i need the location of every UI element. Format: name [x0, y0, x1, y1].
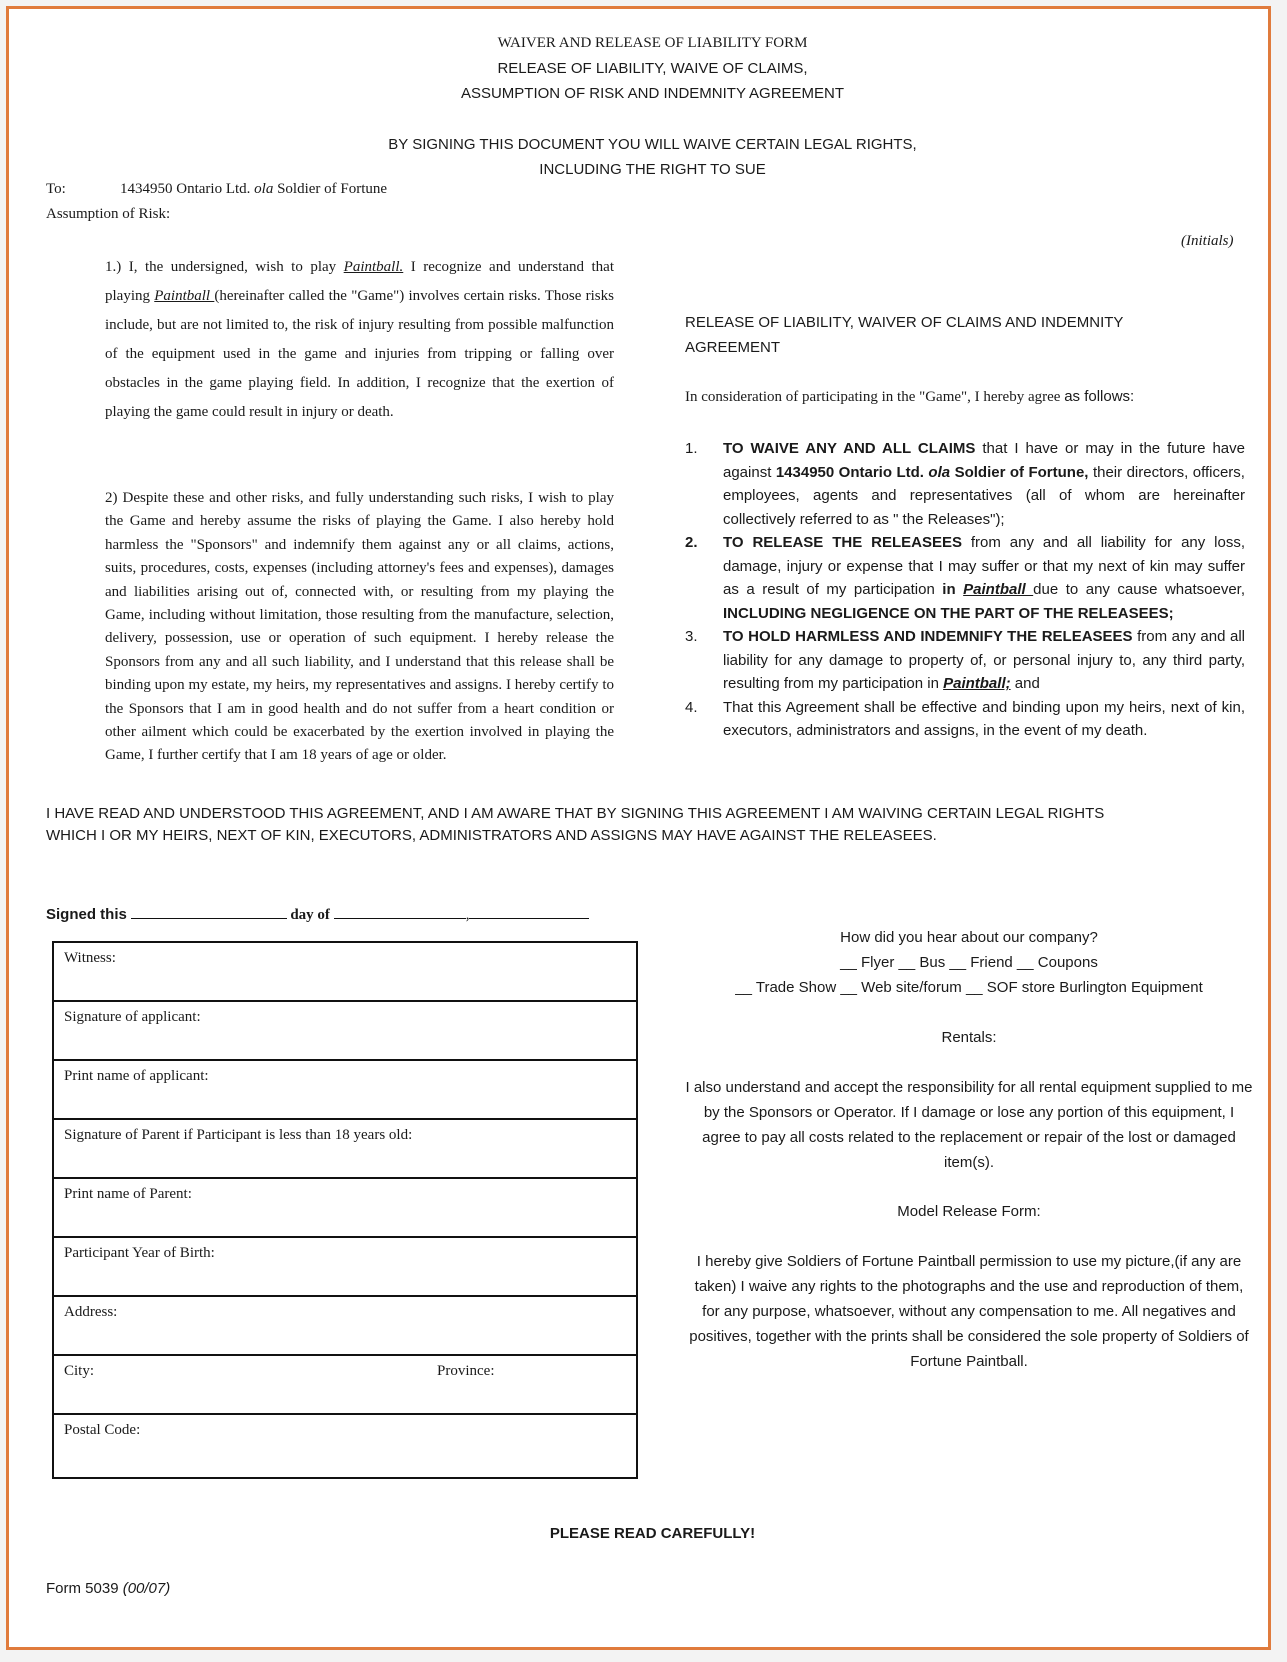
- acknowledgement: [46, 803, 1266, 847]
- model-release-title: [685, 1199, 1253, 1224]
- signature-parent-field[interactable]: [54, 1120, 636, 1179]
- consideration-text-b: as follows:: [1064, 388, 1135, 405]
- release-item-2-bold-2: in: [942, 581, 964, 598]
- release-item-2-paintball: Paintball: [963, 581, 1034, 598]
- release-item-3-text-1: from any and all liability for any damage to property of, or personal injury to, any third party, resulting from my participation in: [723, 628, 1245, 692]
- form-subtitle-2: ASSUMPTION OF RISK AND INDEMNITY AGREEMENT: [460, 85, 845, 102]
- signature-parent-label: Signature of Parent if Participant is less than 18 years old:: [64, 1127, 413, 1143]
- risk-paragraph-2: 2) Despite these and other risks, and fully understanding such risks, I wish to play the Game and hereby assume the risks of playing the Game. I also hereby hold harmless the "Sponsors" and indemnify them against any or all claims, actions, suits, procedures, costs, expenses (including attorney's fees and expenses), damages and liabilities arising out of, connected with, or resulting from my playing the Game, including without limitation, those resulting from the manufacture, selection, delivery, possession, use or operation of such equipment. I hereby release the Sponsors from any and all such liability, and I understand that this release shall be binding upon my estate, my heirs, my representatives and assigns. I hereby certify to the Sponsors that I am in good health and do not suffer from a heart condition or other ailment which could be exacerbated by the exertion involved in playing the Game, I further certify that I am 18 years of age or older.: [105, 490, 614, 764]
- rentals-text: I also understand and accept the responsibility for all rental equipment supplied to me by the Sponsors or Operator. If I damage or lose any portion of this equipment, I agree to pay all costs related to the replacement or repair of the lost or damaged item(s).: [685, 1079, 1253, 1171]
- waiver-document: [6, 6, 1271, 1650]
- survey-section: [685, 925, 1253, 1000]
- document-header: [9, 31, 1287, 106]
- initials-label: (Initials): [1181, 233, 1234, 249]
- legal-warning-line-2: INCLUDING THE RIGHT TO SUE: [539, 161, 766, 178]
- release-item-1-bold-1: TO WAIVE ANY AND ALL CLAIMS: [723, 440, 976, 457]
- print-name-parent-label: Print name of Parent:: [64, 1186, 192, 1202]
- release-item-3-number: 3.: [685, 628, 698, 645]
- release-item-2-text-1: from any and all liability for any loss, damage, injury or expense that I may suffer or that my next of kin may suffer as a result of my participation: [723, 534, 1245, 598]
- day-of-label: day of: [290, 907, 330, 923]
- release-item-1-ola: ola: [928, 463, 951, 481]
- consideration-text-a: In consideration of participating in the "Game", I hereby agree: [685, 389, 1065, 405]
- city-province-field[interactable]: [54, 1356, 636, 1415]
- release-item-1-text-2: their directors, officers, employees, agents and representatives (all of whom are hereinafter collectively referred to as " the Releases");: [723, 463, 1245, 528]
- please-read-carefully: PLEASE READ CAREFULLY!: [549, 1525, 756, 1542]
- release-item-4-text-1: That this Agreement shall be effective and binding upon my heirs, next of kin, executors, administrators and assigns, in the event of my death.: [723, 698, 1245, 739]
- release-item-3-paintball: Paintball;: [943, 675, 1011, 692]
- release-item-3: [685, 625, 1245, 696]
- release-item-4: [685, 696, 1245, 743]
- form-number-text: Form 5039: [46, 1580, 123, 1597]
- form-title: WAIVER AND RELEASE OF LIABILITY FORM: [497, 35, 808, 51]
- print-name-applicant-field[interactable]: [54, 1061, 636, 1120]
- release-item-2-number: 2.: [685, 534, 698, 551]
- signed-this-line: [46, 905, 589, 924]
- consideration-text: [685, 388, 1245, 406]
- rentals-title: [685, 1025, 1253, 1050]
- release-title: [685, 310, 1245, 360]
- acknowledgement-line-1: I HAVE READ AND UNDERSTOOD THIS AGREEMENT, AND I AM AWARE THAT BY SIGNING THIS AGREEMENT I AM WAIVING CERTAIN LEGAL RIGHTS: [46, 805, 1105, 822]
- print-name-applicant-label: Print name of applicant:: [64, 1068, 209, 1084]
- year-of-birth-label: Participant Year of Birth:: [64, 1245, 215, 1261]
- release-item-3-text-2: and: [1010, 675, 1040, 692]
- release-title-line-1: RELEASE OF LIABILITY, WAIVER OF CLAIMS AND INDEMNITY: [685, 314, 1124, 331]
- applicant-form-box: [52, 941, 638, 1479]
- year-of-birth-field[interactable]: [54, 1238, 636, 1297]
- release-item-2-bold-1: TO RELEASE THE RELEASEES: [723, 534, 962, 551]
- release-item-1-bold-2: 1434950 Ontario Ltd.: [775, 463, 929, 481]
- to-label: To:: [46, 181, 66, 197]
- how-did-you-hear: How did you hear about our company?: [840, 929, 1098, 946]
- model-release-heading: Model Release Form:: [897, 1203, 1041, 1220]
- assumption-of-risk-label: Assumption of Risk:: [46, 206, 171, 222]
- recipient-name: Soldier of Fortune: [273, 181, 388, 197]
- release-item-4-number: 4.: [685, 698, 698, 716]
- print-name-parent-field[interactable]: [54, 1179, 636, 1238]
- signed-day-blank[interactable]: [131, 905, 287, 919]
- form-version: (00/07): [122, 1580, 171, 1597]
- p1-text-c: (hereinafter called the "Game") involves certain risks. Those risks include, but are not limited to, the risk of injury resulting from possible malfunction of the equipment used in the game and injuries from tripping or falling over obstacles in the game playing field. In addition, I recognize that the exertion of playing the game could result in injury or death.: [105, 288, 614, 420]
- model-release-section: [685, 1249, 1253, 1374]
- signed-month-blank[interactable]: [334, 905, 466, 919]
- p1-text-a: 1.) I, the undersigned, wish to play: [105, 259, 344, 275]
- recipient-company: 1434950 Ontario Ltd.: [120, 181, 255, 197]
- acknowledgement-line-2: WHICH I OR MY HEIRS, NEXT OF KIN, EXECUTORS, ADMINISTRATORS AND ASSIGNS MAY HAVE AGAINST THE RELEASEES.: [46, 827, 937, 844]
- hear-options-line-2[interactable]: __ Trade Show __ Web site/forum __ SOF store Burlington Equipment: [735, 979, 1203, 996]
- form-subtitle-1: RELEASE OF LIABILITY, WAIVE OF CLAIMS,: [497, 60, 808, 77]
- model-release-text: I hereby give Soldiers of Fortune Paintball permission to use my picture,(if any are taken) I waive any rights to the photographs and the use and reproduction of them, for any purpose, whatsoever, without any compensation to me. All negatives and positives, together with the prints shall be considered the sole property of Soldiers of Fortune Paintball.: [689, 1253, 1249, 1370]
- p1-text-b: I recognize and understand that playing: [105, 259, 614, 304]
- release-item-2: [685, 531, 1245, 625]
- witness-field[interactable]: [54, 943, 636, 1002]
- postal-code-field[interactable]: [54, 1415, 636, 1474]
- province-label: Province:: [437, 1363, 495, 1379]
- address-label: Address:: [64, 1304, 118, 1320]
- release-item-1: [685, 437, 1245, 531]
- city-label: City:: [64, 1363, 95, 1379]
- postal-code-label: Postal Code:: [64, 1422, 141, 1438]
- p1-paintball-2: Paintball: [154, 288, 215, 304]
- address-field[interactable]: [54, 1297, 636, 1356]
- recipient-ola: ola: [254, 181, 274, 197]
- to-recipient: [120, 181, 387, 198]
- signed-this-label: Signed this: [46, 906, 127, 923]
- witness-label: Witness:: [64, 950, 116, 966]
- release-item-1-number: 1.: [685, 440, 698, 457]
- legal-warning-line-1: BY SIGNING THIS DOCUMENT YOU WILL WAIVE CERTAIN LEGAL RIGHTS,: [388, 136, 917, 153]
- signed-comma: ,: [465, 907, 470, 923]
- signature-applicant-label: Signature of applicant:: [64, 1009, 201, 1025]
- form-number: [46, 1580, 170, 1597]
- release-list: [685, 437, 1245, 743]
- release-item-1-bold-3: Soldier of Fortune,: [950, 463, 1089, 481]
- release-item-1-text-1: that I have or may in the future have against: [723, 440, 1245, 481]
- release-item-3-bold-1: TO HOLD HARMLESS AND INDEMNIFY THE RELEASEES: [723, 628, 1133, 645]
- risk-paragraph-1: [105, 253, 614, 427]
- p1-paintball-1: Paintball.: [343, 259, 404, 275]
- rentals-heading: Rentals:: [941, 1029, 997, 1046]
- hear-options-line-1[interactable]: __ Flyer __ Bus __ Friend __ Coupons: [840, 954, 1098, 971]
- rentals-section: [685, 1075, 1253, 1175]
- release-title-line-2: AGREEMENT: [685, 339, 781, 356]
- legal-warning: [9, 132, 1287, 182]
- signed-year-blank[interactable]: [469, 905, 589, 919]
- release-item-2-text-2: due to any cause whatsoever,: [1033, 581, 1245, 598]
- signature-applicant-field[interactable]: [54, 1002, 636, 1061]
- release-item-2-bold-3: INCLUDING NEGLIGENCE ON THE PART OF THE RELEASEES;: [723, 604, 1174, 622]
